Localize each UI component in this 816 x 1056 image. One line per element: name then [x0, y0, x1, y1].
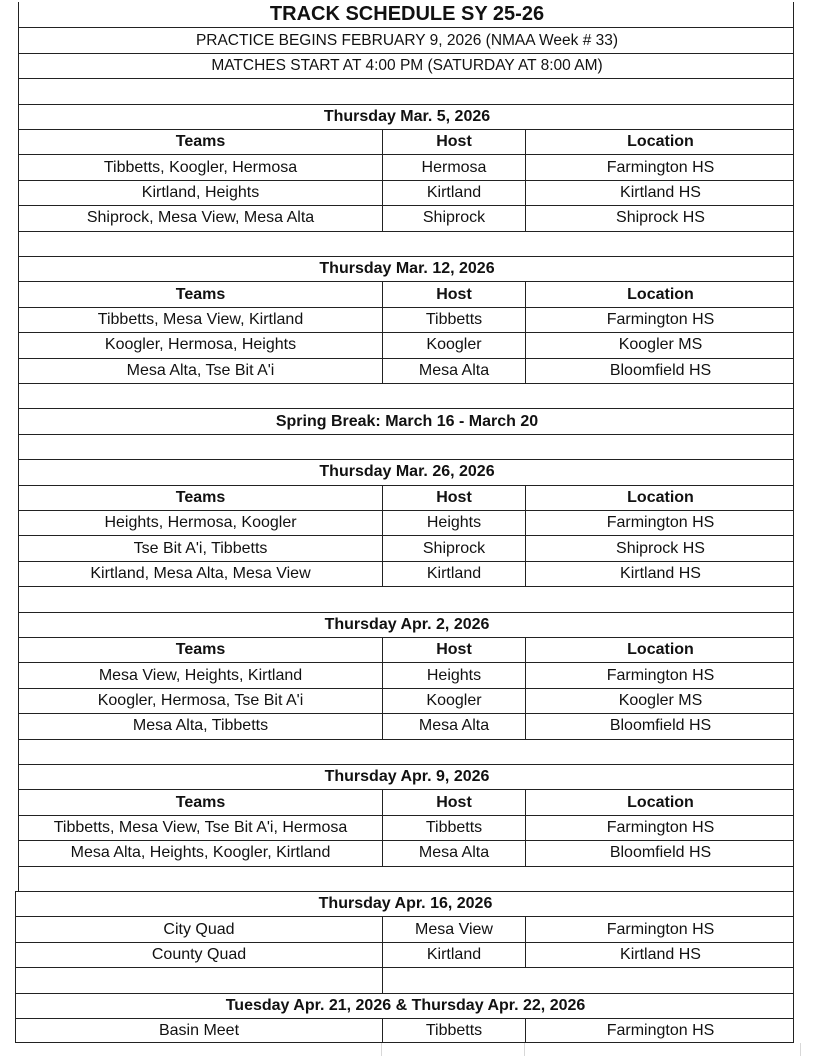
table-row-host: Tibbetts [382, 1019, 525, 1042]
blank-row [18, 866, 794, 891]
section-date-2-text: Thursday Mar. 26, 2026 [319, 463, 495, 481]
table-row-location: Farmington HS [525, 816, 795, 840]
table-row-teams: City Quad [163, 920, 235, 938]
column-header-row-location: Location [525, 282, 795, 306]
table-row-host: Shiprock [382, 536, 525, 560]
table-row-host: Shiprock [382, 206, 525, 230]
table-row-teams: Tibbetts, Mesa View, Tse Bit A'i, Hermosa [53, 818, 348, 836]
practice-begins-line [18, 27, 794, 52]
spring-break-note [18, 408, 794, 433]
table-row-location: Farmington HS [525, 308, 795, 332]
table-row-location: Farmington HS [525, 663, 795, 687]
table-row-teams: Shiprock, Mesa View, Mesa Alta [86, 209, 315, 227]
table-row [18, 205, 794, 230]
table-row-teams: Heights, Hermosa, Koogler [104, 514, 297, 532]
section-date-1-text: Thursday Mar. 12, 2026 [319, 260, 495, 278]
matches-start-line-text: MATCHES START AT 4:00 PM (SATURDAY AT 8:00 AM) [211, 56, 603, 74]
table-row [18, 358, 794, 383]
table-row [15, 942, 794, 967]
table-row-teams: Tibbetts, Koogler, Hermosa [103, 158, 298, 176]
table-row-location: Kirtland HS [525, 943, 795, 967]
table-row [18, 815, 794, 840]
section-date-6-text: Tuesday Apr. 21, 2026 & Thursday Apr. 22, 2026 [225, 996, 586, 1014]
table-row [18, 332, 794, 357]
matches-start-line [18, 53, 794, 78]
table-row-host: Kirtland [382, 562, 525, 586]
table-row [18, 180, 794, 205]
column-header-row-location: Location [525, 486, 795, 510]
table-row-teams: Koogler, Hermosa, Heights [104, 336, 297, 354]
section-date-5-text: Thursday Apr. 16, 2026 [318, 895, 493, 913]
spring-break-note-text: Spring Break: March 16 - March 20 [275, 412, 539, 430]
column-header-row-teams: Teams [175, 285, 226, 303]
table-row [18, 688, 794, 713]
column-header-row-teams: Teams [175, 488, 226, 506]
table-row-location: Farmington HS [525, 917, 795, 941]
table-row-host: Kirtland [382, 181, 525, 205]
section-date-6 [15, 993, 794, 1018]
table-row [18, 561, 794, 586]
page-title-text: TRACK SCHEDULE SY 25-26 [269, 3, 545, 26]
blank-row [18, 586, 794, 611]
table-row-host: Heights [382, 511, 525, 535]
table-row-location: Kirtland HS [525, 181, 795, 205]
table-row-host: Tibbetts [382, 308, 525, 332]
table-row-location: Shiprock HS [525, 206, 795, 230]
table-row-location: Farmington HS [525, 1019, 795, 1042]
blank-row [18, 739, 794, 764]
table-row-host: Koogler [382, 689, 525, 713]
table-row [18, 154, 794, 179]
table-row-host: Kirtland [382, 943, 525, 967]
table-row-teams: Kirtland, Mesa Alta, Mesa View [90, 564, 311, 582]
column-header-row-teams: Teams [175, 641, 226, 659]
section-date-1 [18, 256, 794, 281]
table-row-location: Bloomfield HS [525, 359, 795, 383]
table-row-location: Farmington HS [525, 511, 795, 535]
table-row-location: Bloomfield HS [525, 841, 795, 865]
table-row [18, 713, 794, 738]
table-row-teams: Tibbetts, Mesa View, Kirtland [97, 310, 304, 328]
page-title [18, 2, 794, 27]
column-header-row-host: Host [382, 486, 525, 510]
table-row-location: Koogler MS [525, 689, 795, 713]
column-header-row [18, 129, 794, 154]
table-row-host: Mesa Alta [382, 359, 525, 383]
table-row-location: Shiprock HS [525, 536, 795, 560]
table-row-teams: Mesa Alta, Tse Bit A'i [126, 361, 275, 379]
table-row-location: Farmington HS [525, 155, 795, 179]
column-header-row-host: Host [382, 790, 525, 814]
table-row-location: Kirtland HS [525, 562, 795, 586]
table-row [18, 662, 794, 687]
column-header-row-location: Location [525, 790, 795, 814]
table-row-host: Heights [382, 663, 525, 687]
table-row-teams: Koogler, Hermosa, Tse Bit A'i [97, 691, 304, 709]
table-row-teams: Mesa Alta, Tibbetts [132, 717, 269, 735]
table-row-teams: County Quad [151, 945, 247, 963]
table-row-teams: Mesa Alta, Heights, Koogler, Kirtland [70, 844, 331, 862]
practice-begins-line-text: PRACTICE BEGINS FEBRUARY 9, 2026 (NMAA Week # 33) [195, 31, 619, 49]
table-row-location: Koogler MS [525, 333, 795, 357]
table-row-teams: Kirtland, Heights [141, 183, 260, 201]
column-header-row [18, 637, 794, 662]
table-row-teams: Mesa View, Heights, Kirtland [98, 666, 303, 684]
column-header-row [18, 281, 794, 306]
table-row-host: Mesa Alta [382, 714, 525, 738]
table-row [15, 916, 794, 941]
blank-cell [382, 968, 525, 992]
table-row-host: Hermosa [382, 155, 525, 179]
section-date-3 [18, 612, 794, 637]
gridline [381, 1043, 382, 1056]
blank-row [18, 383, 794, 408]
table-row [18, 510, 794, 535]
table-row [18, 535, 794, 560]
section-date-3-text: Thursday Apr. 2, 2026 [324, 615, 490, 633]
column-header-row-teams: Teams [175, 133, 226, 151]
blank-row [15, 967, 794, 992]
table-row-teams: Tse Bit A'i, Tibbetts [133, 539, 268, 557]
table-row-host: Tibbetts [382, 816, 525, 840]
column-header-row-host: Host [382, 638, 525, 662]
gridline [800, 1043, 801, 1056]
table-row-host: Koogler [382, 333, 525, 357]
column-header-row-host: Host [382, 282, 525, 306]
table-row-host: Mesa Alta [382, 841, 525, 865]
table-row-teams: Basin Meet [158, 1021, 240, 1039]
table-row [15, 1018, 794, 1043]
blank-row [18, 231, 794, 256]
column-header-row-location: Location [525, 638, 795, 662]
table-row-host: Mesa View [382, 917, 525, 941]
column-header-row-host: Host [382, 130, 525, 154]
gridline [524, 1043, 525, 1056]
section-date-4-text: Thursday Apr. 9, 2026 [324, 768, 490, 786]
section-date-4 [18, 764, 794, 789]
table-row-location: Bloomfield HS [525, 714, 795, 738]
section-date-0-text: Thursday Mar. 5, 2026 [323, 107, 491, 125]
section-date-0 [18, 104, 794, 129]
column-header-row-teams: Teams [175, 793, 226, 811]
table-row [18, 840, 794, 865]
column-header-row-location: Location [525, 130, 795, 154]
column-header-row [18, 789, 794, 814]
blank-row [18, 434, 794, 459]
section-date-2 [18, 459, 794, 484]
section-date-5 [15, 891, 794, 916]
blank-row [18, 78, 794, 103]
table-row [18, 307, 794, 332]
column-header-row [18, 485, 794, 510]
